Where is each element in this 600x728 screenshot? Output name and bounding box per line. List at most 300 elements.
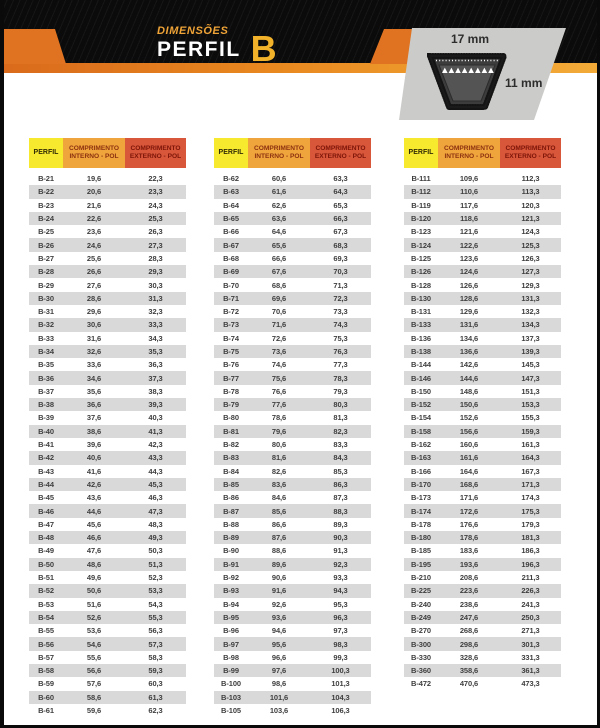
cell-interno: 144,6 (459, 373, 479, 383)
cell-perfil: B-92 (223, 573, 239, 583)
cell-externo: 75,3 (333, 333, 348, 343)
cell-externo: 59,3 (148, 666, 163, 676)
cell-externo: 473,3 (521, 679, 540, 689)
cell-externo: 174,3 (521, 493, 540, 503)
cell-perfil: B-138 (411, 347, 431, 356)
cell-interno: 79,6 (271, 426, 287, 436)
cell-perfil: B-150 (411, 386, 431, 396)
table-body (214, 172, 371, 717)
table-row (29, 664, 186, 677)
table-row (214, 677, 371, 690)
table-row (404, 318, 561, 331)
table-row (214, 637, 371, 650)
table-row (404, 584, 561, 597)
table-row (214, 265, 371, 278)
cell-externo: 49,3 (148, 533, 163, 543)
cell-externo: 271,3 (521, 626, 540, 636)
table-row (214, 664, 371, 677)
cell-externo: 167,3 (521, 466, 540, 476)
belt-width-label: 17 mm (450, 32, 490, 46)
cell-externo: 28,3 (148, 253, 163, 263)
cell-perfil: B-94 (223, 599, 239, 609)
cell-externo: 36,3 (148, 360, 163, 370)
cell-perfil: B-43 (38, 466, 54, 476)
table-row (214, 358, 371, 371)
table-row (29, 385, 186, 398)
table-row (404, 358, 561, 371)
cell-externo: 181,3 (521, 533, 540, 543)
cell-interno: 126,6 (459, 280, 479, 290)
table-column-2 (214, 138, 371, 717)
cell-perfil: B-37 (38, 386, 54, 396)
cell-interno: 45,6 (86, 519, 102, 529)
cell-perfil: B-61 (38, 706, 54, 716)
cell-interno: 150,6 (459, 400, 479, 410)
cell-externo: 250,3 (521, 612, 540, 622)
cell-perfil: B-53 (38, 599, 54, 609)
cell-interno: 171,6 (459, 493, 479, 503)
table-row (404, 305, 561, 318)
cell-interno: 28,6 (86, 293, 102, 303)
table-row (29, 332, 186, 345)
cell-perfil: B-49 (38, 546, 54, 556)
cell-perfil: B-28 (38, 267, 54, 277)
cell-interno: 110,6 (460, 187, 478, 197)
cell-interno: 86,6 (271, 519, 287, 529)
cell-interno: 160,6 (459, 440, 479, 450)
cell-perfil: B-67 (223, 240, 239, 250)
table-row (214, 611, 371, 624)
cell-externo: 139,3 (521, 347, 540, 356)
cell-externo: 79,3 (333, 386, 348, 396)
table-row (404, 677, 561, 690)
cell-perfil: B-249 (411, 612, 431, 622)
cell-perfil: B-330 (411, 652, 431, 662)
cell-externo: 46,3 (148, 493, 163, 503)
cell-externo: 74,3 (333, 320, 348, 330)
table-row (404, 651, 561, 664)
table-row (214, 411, 371, 424)
cell-externo: 211,3 (521, 573, 540, 583)
cell-perfil: B-84 (223, 466, 239, 476)
cell-interno: 172,6 (459, 506, 479, 516)
cell-interno: 25,6 (86, 253, 102, 263)
cell-interno: 41,6 (86, 466, 102, 476)
table-row (29, 478, 186, 491)
cell-perfil: B-89 (223, 533, 239, 543)
cell-externo: 78,3 (333, 373, 348, 383)
cell-externo: 164,3 (521, 453, 540, 463)
cell-interno: 63,6 (271, 214, 287, 224)
cell-externo: 120,3 (521, 200, 540, 210)
cell-interno: 117,6 (460, 200, 478, 210)
cell-externo: 42,3 (148, 440, 163, 450)
table-row (404, 238, 561, 251)
cell-perfil: B-45 (38, 493, 54, 503)
cell-externo: 97,3 (333, 626, 348, 636)
cell-externo: 48,3 (148, 519, 163, 529)
cell-interno: 328,6 (459, 652, 479, 662)
cell-perfil: B-54 (38, 612, 54, 622)
cell-perfil: B-78 (223, 386, 239, 396)
cell-interno: 124,6 (459, 267, 479, 277)
table-row (29, 637, 186, 650)
cell-interno: 87,6 (271, 533, 287, 543)
table-row (29, 225, 186, 238)
cell-externo: 25,3 (148, 214, 163, 224)
cell-perfil: B-105 (221, 706, 241, 716)
cell-interno: 122,6 (459, 240, 479, 250)
cell-interno: 40,6 (86, 453, 102, 463)
cell-perfil: B-47 (38, 519, 54, 529)
cell-interno: 69,6 (271, 293, 287, 303)
table-row (404, 265, 561, 278)
cell-interno: 62,6 (271, 200, 287, 210)
cell-interno: 20,6 (86, 187, 102, 197)
cell-externo: 112,3 (521, 174, 540, 184)
table-row (404, 425, 561, 438)
belt-cross-section-icon (427, 52, 507, 112)
cell-interno: 90,6 (271, 573, 287, 583)
cell-perfil: B-90 (223, 546, 239, 556)
cell-interno: 47,6 (86, 546, 102, 556)
cell-externo: 94,3 (333, 586, 348, 596)
cell-perfil: B-39 (38, 413, 54, 423)
table-row (29, 238, 186, 251)
cell-externo: 22,3 (148, 174, 163, 184)
table-row (404, 544, 561, 557)
header-interno: COMPRIMENTO INTERNO - POL (63, 138, 125, 168)
cell-perfil: B-80 (223, 413, 239, 423)
cell-interno: 168,6 (459, 479, 479, 489)
cell-perfil: B-24 (38, 214, 54, 224)
table-row (29, 598, 186, 611)
table-row (29, 172, 186, 185)
cell-externo: 83,3 (333, 440, 348, 450)
cell-interno: 31,6 (86, 333, 102, 343)
cell-externo: 89,3 (333, 519, 348, 529)
cell-externo: 56,3 (148, 626, 163, 636)
table-row (404, 491, 561, 504)
cell-interno: 118,6 (460, 214, 478, 224)
cell-interno: 156,6 (459, 426, 479, 436)
cell-perfil: B-300 (411, 639, 431, 649)
cell-perfil: B-100 (221, 679, 241, 689)
cell-interno: 72,6 (271, 333, 287, 343)
cell-externo: 82,3 (333, 426, 348, 436)
table-row (404, 478, 561, 491)
cell-externo: 63,3 (333, 174, 348, 184)
cell-externo: 38,3 (148, 386, 163, 396)
table-row (404, 571, 561, 584)
table-row (214, 225, 371, 238)
table-row (404, 345, 561, 358)
table-row (29, 252, 186, 265)
cell-interno: 48,6 (86, 559, 102, 569)
cell-interno: 136,6 (459, 347, 479, 356)
cell-perfil: B-97 (223, 639, 239, 649)
table-row (404, 504, 561, 517)
cell-perfil: B-46 (38, 506, 54, 516)
cell-perfil: B-124 (411, 240, 431, 250)
cell-externo: 37,3 (148, 373, 163, 383)
table-row (29, 651, 186, 664)
cell-externo: 121,3 (521, 214, 540, 224)
cell-perfil: B-30 (38, 293, 54, 303)
cell-interno: 91,6 (271, 586, 287, 596)
table-row (214, 345, 371, 358)
cell-perfil: B-472 (411, 679, 431, 689)
header-perfil: PERFIL (29, 138, 63, 168)
cell-interno: 49,6 (86, 573, 102, 583)
table-row (404, 185, 561, 198)
cell-externo: 159,3 (521, 426, 540, 436)
cell-interno: 57,6 (86, 679, 102, 689)
cell-perfil: B-34 (38, 347, 54, 356)
cell-perfil: B-144 (411, 360, 431, 370)
cell-perfil: B-21 (38, 174, 54, 184)
cell-interno: 103,6 (269, 706, 289, 716)
cell-perfil: B-86 (223, 493, 239, 503)
cell-externo: 72,3 (333, 293, 348, 303)
cell-externo: 53,3 (148, 586, 163, 596)
cell-perfil: B-93 (223, 586, 239, 596)
cell-interno: 61,6 (271, 187, 287, 197)
table-row (214, 584, 371, 597)
cell-externo: 43,3 (148, 453, 163, 463)
cell-externo: 64,3 (333, 187, 348, 197)
cell-externo: 161,3 (521, 440, 540, 450)
cell-perfil: B-136 (411, 333, 431, 343)
cell-externo: 331,3 (521, 652, 540, 662)
cell-interno: 81,6 (271, 453, 287, 463)
cell-externo: 124,3 (521, 227, 540, 237)
cell-interno: 223,6 (459, 586, 479, 596)
cell-interno: 93,6 (271, 612, 287, 622)
cell-externo: 241,3 (521, 599, 540, 609)
cell-externo: 47,3 (148, 506, 163, 516)
cell-interno: 78,6 (271, 413, 287, 423)
cell-externo: 58,3 (148, 652, 163, 662)
table-row (214, 398, 371, 411)
cell-externo: 113,3 (521, 187, 540, 197)
cell-interno: 84,6 (271, 493, 287, 503)
cell-externo: 62,3 (148, 706, 163, 716)
cell-perfil: B-163 (411, 453, 431, 463)
cell-externo: 129,3 (521, 280, 540, 290)
table-row (214, 238, 371, 251)
table-row (214, 305, 371, 318)
cell-externo: 50,3 (148, 546, 163, 556)
cell-interno: 247,6 (459, 612, 479, 622)
cell-perfil: B-240 (411, 599, 431, 609)
table-column-3 (404, 138, 561, 717)
table-row (29, 212, 186, 225)
cell-perfil: B-119 (411, 200, 431, 210)
cell-perfil: B-88 (223, 519, 239, 529)
cell-interno: 358,6 (459, 666, 479, 676)
cell-interno: 46,6 (86, 533, 102, 543)
cell-perfil: B-162 (411, 440, 431, 450)
cell-externo: 96,3 (333, 612, 348, 622)
cell-externo: 127,3 (521, 267, 540, 277)
header-externo: COMPRIMENTO EXTERNO - POL (310, 138, 371, 168)
table-row (29, 704, 186, 717)
table-row (29, 438, 186, 451)
cell-interno: 65,6 (271, 240, 287, 250)
cell-externo: 77,3 (333, 360, 348, 370)
cell-perfil: B-44 (38, 479, 54, 489)
cell-perfil: B-82 (223, 440, 239, 450)
table-row (214, 544, 371, 557)
table-row (214, 438, 371, 451)
profile-letter: B (250, 28, 277, 69)
cell-interno: 83,6 (271, 479, 287, 489)
table-row (404, 292, 561, 305)
cell-perfil: B-26 (38, 240, 54, 250)
table-row (29, 571, 186, 584)
cell-externo: 84,3 (333, 453, 348, 463)
table-row (29, 465, 186, 478)
cell-interno: 43,6 (86, 493, 102, 503)
cell-interno: 32,6 (86, 347, 102, 356)
cell-externo: 23,3 (148, 187, 163, 197)
cell-interno: 92,6 (271, 599, 287, 609)
cell-externo: 171,3 (521, 479, 540, 489)
cell-perfil: B-170 (411, 479, 431, 489)
table-row (29, 544, 186, 557)
cell-perfil: B-58 (38, 666, 54, 676)
table-row (29, 451, 186, 464)
table-row (214, 504, 371, 517)
table-row (214, 491, 371, 504)
table-row (214, 318, 371, 331)
cell-externo: 70,3 (333, 267, 348, 277)
cell-perfil: B-63 (223, 187, 239, 197)
cell-interno: 39,6 (86, 440, 102, 450)
cell-externo: 145,3 (521, 360, 540, 370)
cell-interno: 176,6 (459, 519, 479, 529)
cell-perfil: B-56 (38, 639, 54, 649)
cell-interno: 96,6 (271, 652, 287, 662)
cell-perfil: B-154 (411, 413, 431, 423)
cell-externo: 73,3 (333, 307, 348, 317)
table-row (29, 371, 186, 384)
cell-externo: 67,3 (333, 227, 348, 237)
cell-interno: 164,6 (459, 466, 479, 476)
cell-interno: 77,6 (271, 400, 287, 410)
cell-externo: 179,3 (521, 519, 540, 529)
cell-externo: 151,3 (521, 386, 540, 396)
cell-perfil: B-70 (223, 280, 239, 290)
cell-interno: 51,6 (86, 599, 102, 609)
table-row (214, 624, 371, 637)
table-row (29, 265, 186, 278)
table-row (404, 278, 561, 291)
cell-perfil: B-210 (411, 573, 431, 583)
table-row (404, 371, 561, 384)
cell-interno: 161,6 (459, 453, 479, 463)
cell-perfil: B-95 (223, 612, 239, 622)
table-row (29, 425, 186, 438)
table-row (214, 598, 371, 611)
table-header (214, 138, 371, 168)
cell-interno: 101,6 (269, 692, 289, 702)
cell-externo: 86,3 (333, 479, 348, 489)
table-row (29, 358, 186, 371)
cell-interno: 27,6 (86, 280, 102, 290)
cell-perfil: B-360 (411, 666, 431, 676)
table-row (29, 611, 186, 624)
table-row (214, 558, 371, 571)
cell-interno: 123,6 (459, 253, 479, 263)
cell-perfil: B-36 (38, 373, 54, 383)
cell-externo: 301,3 (521, 639, 540, 649)
cell-perfil: B-68 (223, 253, 239, 263)
cell-interno: 75,6 (271, 373, 287, 383)
cell-perfil: B-22 (38, 187, 54, 197)
table-row (404, 558, 561, 571)
cell-externo: 155,3 (521, 413, 540, 423)
cell-perfil: B-71 (223, 293, 239, 303)
cell-interno: 34,6 (86, 373, 102, 383)
cell-externo: 196,3 (521, 559, 540, 569)
cell-interno: 97,6 (271, 666, 287, 676)
cell-externo: 134,3 (521, 320, 540, 330)
cell-interno: 50,6 (86, 586, 102, 596)
cell-interno: 95,6 (271, 639, 287, 649)
header-interno: COMPRIMENTO INTERNO - POL (438, 138, 500, 168)
cell-externo: 126,3 (521, 253, 540, 263)
cell-externo: 81,3 (333, 413, 348, 423)
cell-perfil: B-64 (223, 200, 239, 210)
cell-externo: 69,3 (333, 253, 348, 263)
cell-perfil: B-69 (223, 267, 239, 277)
header-interno: COMPRIMENTO INTERNO - POL (248, 138, 310, 168)
table-row (29, 318, 186, 331)
cell-interno: 37,6 (86, 413, 102, 423)
cell-externo: 85,3 (333, 466, 348, 476)
cell-interno: 66,6 (271, 253, 287, 263)
cell-externo: 88,3 (333, 506, 348, 516)
table-header (404, 138, 561, 168)
table-row (29, 518, 186, 531)
table-row (404, 451, 561, 464)
cell-perfil: B-270 (411, 626, 431, 636)
cell-perfil: B-66 (223, 227, 239, 237)
table-row (29, 278, 186, 291)
table-row (29, 558, 186, 571)
banner-title-block (157, 26, 277, 67)
table-row (404, 664, 561, 677)
table-row (214, 252, 371, 265)
table-column-1 (29, 138, 186, 717)
table-row (29, 584, 186, 597)
cell-interno: 129,6 (459, 307, 479, 317)
cell-perfil: B-76 (223, 360, 239, 370)
cell-externo: 39,3 (148, 400, 163, 410)
cell-interno: 38,6 (86, 426, 102, 436)
cell-interno: 56,6 (86, 666, 102, 676)
cell-interno: 88,6 (271, 546, 287, 556)
cell-perfil: B-112 (411, 187, 431, 197)
cell-interno: 73,6 (271, 347, 287, 356)
table-row (29, 677, 186, 690)
left-border (0, 0, 4, 728)
cell-perfil: B-29 (38, 280, 54, 290)
cell-externo: 95,3 (333, 599, 348, 609)
cell-interno: 53,6 (86, 626, 102, 636)
